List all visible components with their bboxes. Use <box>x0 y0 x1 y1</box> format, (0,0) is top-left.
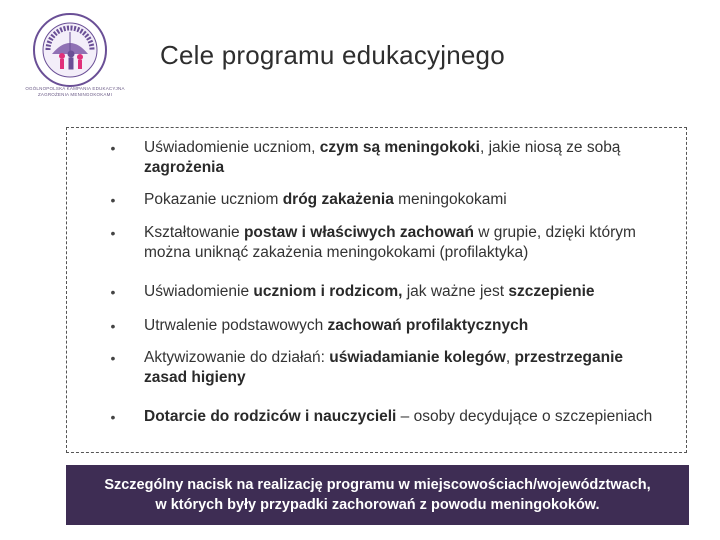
banner-line-1: Szczególny nacisk na realizację programu w miejscowościach/województwach, <box>104 477 651 493</box>
logo-caption-line1: OGÓLNOPOLSKA KAMPANIA EDUKACYJNA <box>25 86 125 91</box>
logo-caption-line2: ZAGROŻENIA MENINGOKOKAMI <box>37 91 113 97</box>
goal-text-segment: Kształtowanie <box>144 224 244 241</box>
goal-text-emphasis: zagrożenia <box>144 159 225 176</box>
goal-text-segment: , <box>505 349 515 366</box>
goal-text-emphasis: uczniom i rodzicom, <box>253 283 403 300</box>
bullet-icon: • <box>110 192 116 208</box>
goal-text-segment: Pokazanie uczniom <box>144 191 283 208</box>
logo-caption <box>4 86 146 97</box>
bullet-icon: • <box>110 225 116 241</box>
goal-text-emphasis: przestrzeganie zasad higieny <box>144 349 623 386</box>
goal-text-segment: , jakie niosą ze sobą <box>479 139 621 156</box>
goal-text-emphasis: czym są meningokoki <box>319 139 480 156</box>
goal-text-emphasis: dróg zakażenia <box>282 191 394 208</box>
goal-text-segment: meningokokami <box>393 191 507 208</box>
goal-text-segment: Uświadomienie uczniom, <box>144 139 320 156</box>
bullet-icon: • <box>110 318 116 334</box>
bullet-icon: • <box>110 140 116 156</box>
bullet-icon: • <box>110 284 116 300</box>
goal-text-segment: – osoby decydujące o szczepieniach <box>396 408 653 425</box>
campaign-logo <box>4 4 146 104</box>
goal-text-segment: w grupie, dzięki którym można uniknąć zakażenia meningokokami (profilaktyka) <box>144 224 636 261</box>
emphasis-banner <box>66 465 689 525</box>
goal-text-emphasis: postaw i właściwych zachowań <box>243 224 474 241</box>
goal-text-segment: Uświadomienie <box>144 283 254 300</box>
goal-text <box>144 190 669 210</box>
goal-text-emphasis: uświadamianie kolegów <box>329 349 506 366</box>
goal-text-segment: Aktywizowanie do działań: <box>144 349 330 366</box>
goal-text-segment: Utrwalenie podstawowych <box>144 317 328 334</box>
goal-text <box>144 223 669 263</box>
goal-text-emphasis: szczepienie <box>508 283 595 300</box>
goal-text <box>144 282 669 302</box>
banner-line-2: w których były przypadki zachorowań z powodu meningokoków. <box>155 497 600 513</box>
goal-text-emphasis: Dotarcie do rodziców i nauczycieli <box>144 408 397 425</box>
goal-text <box>144 138 669 178</box>
goal-text-segment: jak ważne jest <box>402 283 509 300</box>
goal-text <box>144 348 669 388</box>
goal-text-emphasis: zachowań profilaktycznych <box>327 317 529 334</box>
goal-text <box>144 316 669 336</box>
page-title: Cele programu edukacyjnego <box>160 40 505 70</box>
campaign-seal-icon <box>32 12 108 88</box>
bullet-icon: • <box>110 350 116 366</box>
goal-text <box>144 407 669 427</box>
bullet-icon: • <box>110 409 116 425</box>
